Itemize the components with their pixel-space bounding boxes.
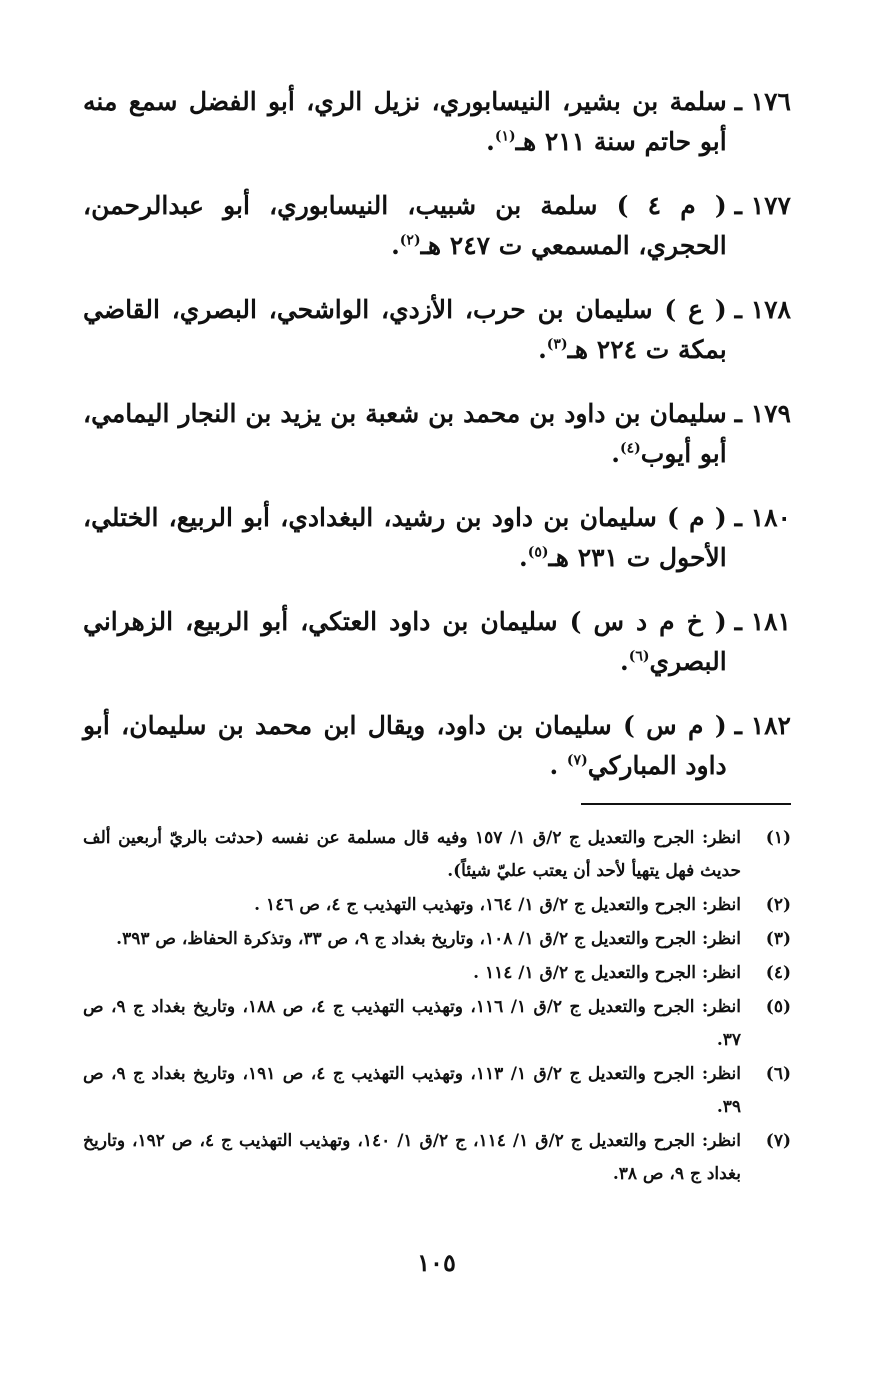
footnote-mark: (٤) [765,963,791,983]
footnotes-list [83,822,791,1192]
entry-number: ١٨٢ ـ [734,711,791,740]
footnote-mark: (٣) [765,929,791,949]
footnote-text: انظر: الجرح والتعديل ج ٢/ق ١/ ١١٤، ج ٢/ق ١/ ١٤٠، وتهذيب التهذيب ج ٤، ص ١٩٢، وتاريخ بغداد ج ٩، ص ٣٨. [83,1131,741,1184]
footnote-ref: (٧) [566,752,588,769]
entry-text [83,186,727,266]
footnote [83,991,791,1057]
entry-body: ( م ٤ ) سلمة بن شبيب، النيسابوري، أبو عبدالرحمن، الحجري، المسمعي ت ٢٤٧ هـ [83,191,727,260]
footnote [83,1058,791,1124]
entry-tail: . [611,439,620,468]
list-item [83,498,791,578]
list-item [83,82,791,162]
entry-tail: . [549,751,567,780]
footnote [83,923,791,956]
footnote [83,889,791,922]
entry-number: ١٨٠ ـ [734,503,791,532]
entry-text [83,290,727,370]
footnote-divider [581,803,791,805]
entry-tail: . [391,231,400,260]
footnote-ref: (٢) [399,232,421,249]
entry-number: ١٨١ ـ [734,607,791,636]
footnote-text: انظر: الجرح والتعديل ج ٢/ق ١/ ١١٤ . [473,963,741,983]
footnote-text: انظر: الجرح والتعديل ج ٢/ق ١/ ١٥٧ وفيه قال مسلمة عن نفسه (حدثت بالريّ أربعين ألف حديث فهل يتهيأ لأحد أن يعتب عليّ شيئاً). [83,828,741,881]
entry-body: ( م س ) سليمان بن داود، ويقال ابن محمد بن سليمان، أبو داود المباركي [83,711,727,780]
entry-number: ١٧٩ ـ [734,399,791,428]
entry-body: ( ع ) سليمان بن حرب، الأزدي، الواشحي، البصري، القاضي بمكة ت ٢٢٤ هـ [83,295,727,364]
entries-list [83,82,791,810]
entry-text [83,602,727,682]
entry-number: ١٧٨ ـ [734,295,791,324]
footnote-mark: (٦) [765,1064,791,1084]
entry-text [83,498,727,578]
footnote [83,822,791,888]
list-item [83,706,791,786]
footnote-text: انظر: الجرح والتعديل ج ٢/ق ١/ ١١٣، وتهذيب التهذيب ج ٤، ص ١٩١، وتاريخ بغداد ج ٩، ص ٣٩. [83,1064,741,1117]
list-item [83,186,791,266]
footnote-ref: (٤) [620,440,641,457]
footnote-mark: (١) [765,828,791,848]
entry-body: ( م ) سليمان بن داود بن رشيد، البغدادي، أبو الربيع، الختلي، الأحول ت ٢٣١ هـ [83,503,727,572]
footnote-text: انظر: الجرح والتعديل ج ٢/ق ١/ ١٦٤، وتهذيب التهذيب ج ٤، ص ١٤٦ . [254,895,741,915]
entry-body: سلمة بن بشير، النيسابوري، نزيل الري، أبو الفضل سمع منه أبو حاتم سنة ٢١١ هـ [83,87,727,156]
footnote-mark: (٥) [765,997,791,1017]
entry-number: ١٧٧ ـ [734,191,791,220]
footnote-text: انظر: الجرح والتعديل ج ٢/ق ١/ ١٠٨، وتاريخ بغداد ج ٩، ص ٣٣، وتذكرة الحفاظ، ص ٣٩٣. [116,929,741,949]
footnote [83,1125,791,1191]
footnote-mark: (٢) [765,895,791,915]
entry-text [83,82,727,162]
list-item [83,602,791,682]
entry-tail: . [486,127,495,156]
entry-tail: . [518,543,528,572]
list-item [83,290,791,370]
entry-tail: . [620,647,629,676]
entry-body: ( خ م د س ) سليمان بن داود العتكي، أبو الربيع، الزهراني البصري [83,607,727,676]
page-number: ١٠٥ [417,1248,456,1277]
footnote [83,957,791,990]
footnote-text: انظر: الجرح والتعديل ج ٢/ق ١/ ١١٦، وتهذيب التهذيب ج ٤، ص ١٨٨، وتاريخ بغداد ج ٩، ص ٣٧. [83,997,741,1050]
entry-tail: . [538,335,547,364]
entry-text [83,706,727,786]
footnote-ref: (٣) [546,336,568,353]
footnote-ref: (٥) [527,544,549,561]
footnote-ref: (١) [494,128,516,145]
footnote-mark: (٧) [765,1131,791,1151]
footnote-ref: (٦) [628,648,650,665]
entry-number: ١٧٦ ـ [734,87,791,116]
entry-text [83,394,727,474]
list-item [83,394,791,474]
entry-body: سليمان بن داود بن محمد بن شعبة بن يزيد بن النجار اليمامي، أبو أيوب [83,399,727,468]
